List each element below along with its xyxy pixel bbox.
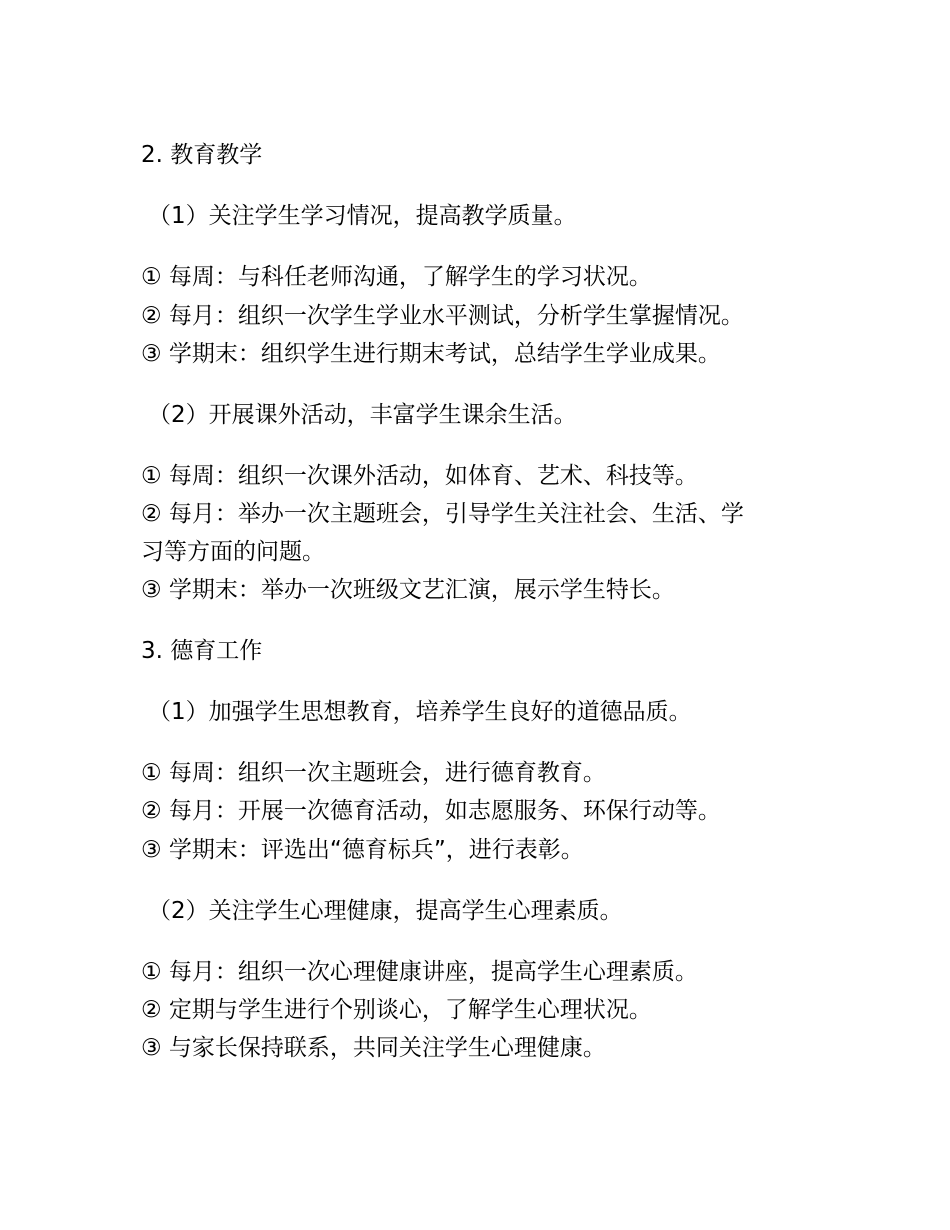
list-item: ③ 学期末：评选出“德育标兵”，进行表彰。	[141, 837, 584, 863]
subsection-title-learning: （1）关注学生学习情况，提高教学质量。	[148, 203, 577, 229]
list-item-continuation: 习等方面的问题。	[141, 539, 325, 565]
section-heading-education: 2. 教育教学	[141, 142, 263, 168]
list-item: ③ 学期末：组织学生进行期末考试，总结学生学业成果。	[141, 341, 721, 367]
list-item: ③ 与家长保持联系，共同关注学生心理健康。	[141, 1035, 606, 1061]
list-item: ① 每月：组织一次心理健康讲座，提高学生心理素质。	[141, 959, 698, 985]
list-item: ① 每周：组织一次课外活动，如体育、艺术、科技等。	[141, 463, 698, 489]
list-item: ① 每周：与科任老师沟通，了解学生的学习状况。	[141, 264, 652, 290]
list-item: ② 每月：开展一次德育活动，如志愿服务、环保行动等。	[141, 798, 721, 824]
list-item: ② 每月：组织一次学生学业水平测试，分析学生掌握情况。	[141, 303, 744, 329]
list-item: ① 每周：组织一次主题班会，进行德育教育。	[141, 760, 606, 786]
list-item: ② 定期与学生进行个别谈心，了解学生心理状况。	[141, 997, 652, 1023]
section-heading-moral: 3. 德育工作	[141, 638, 263, 664]
subsection-title-activities: （2）开展课外活动，丰富学生课余生活。	[148, 402, 577, 428]
list-item: ② 每月：举办一次主题班会，引导学生关注社会、生活、学	[141, 501, 744, 527]
subsection-title-mental-health: （2）关注学生心理健康，提高学生心理素质。	[148, 898, 623, 924]
subsection-title-ideology: （1）加强学生思想教育，培养学生良好的道德品质。	[148, 699, 692, 725]
list-item: ③ 学期末：举办一次班级文艺汇演，展示学生特长。	[141, 577, 675, 603]
